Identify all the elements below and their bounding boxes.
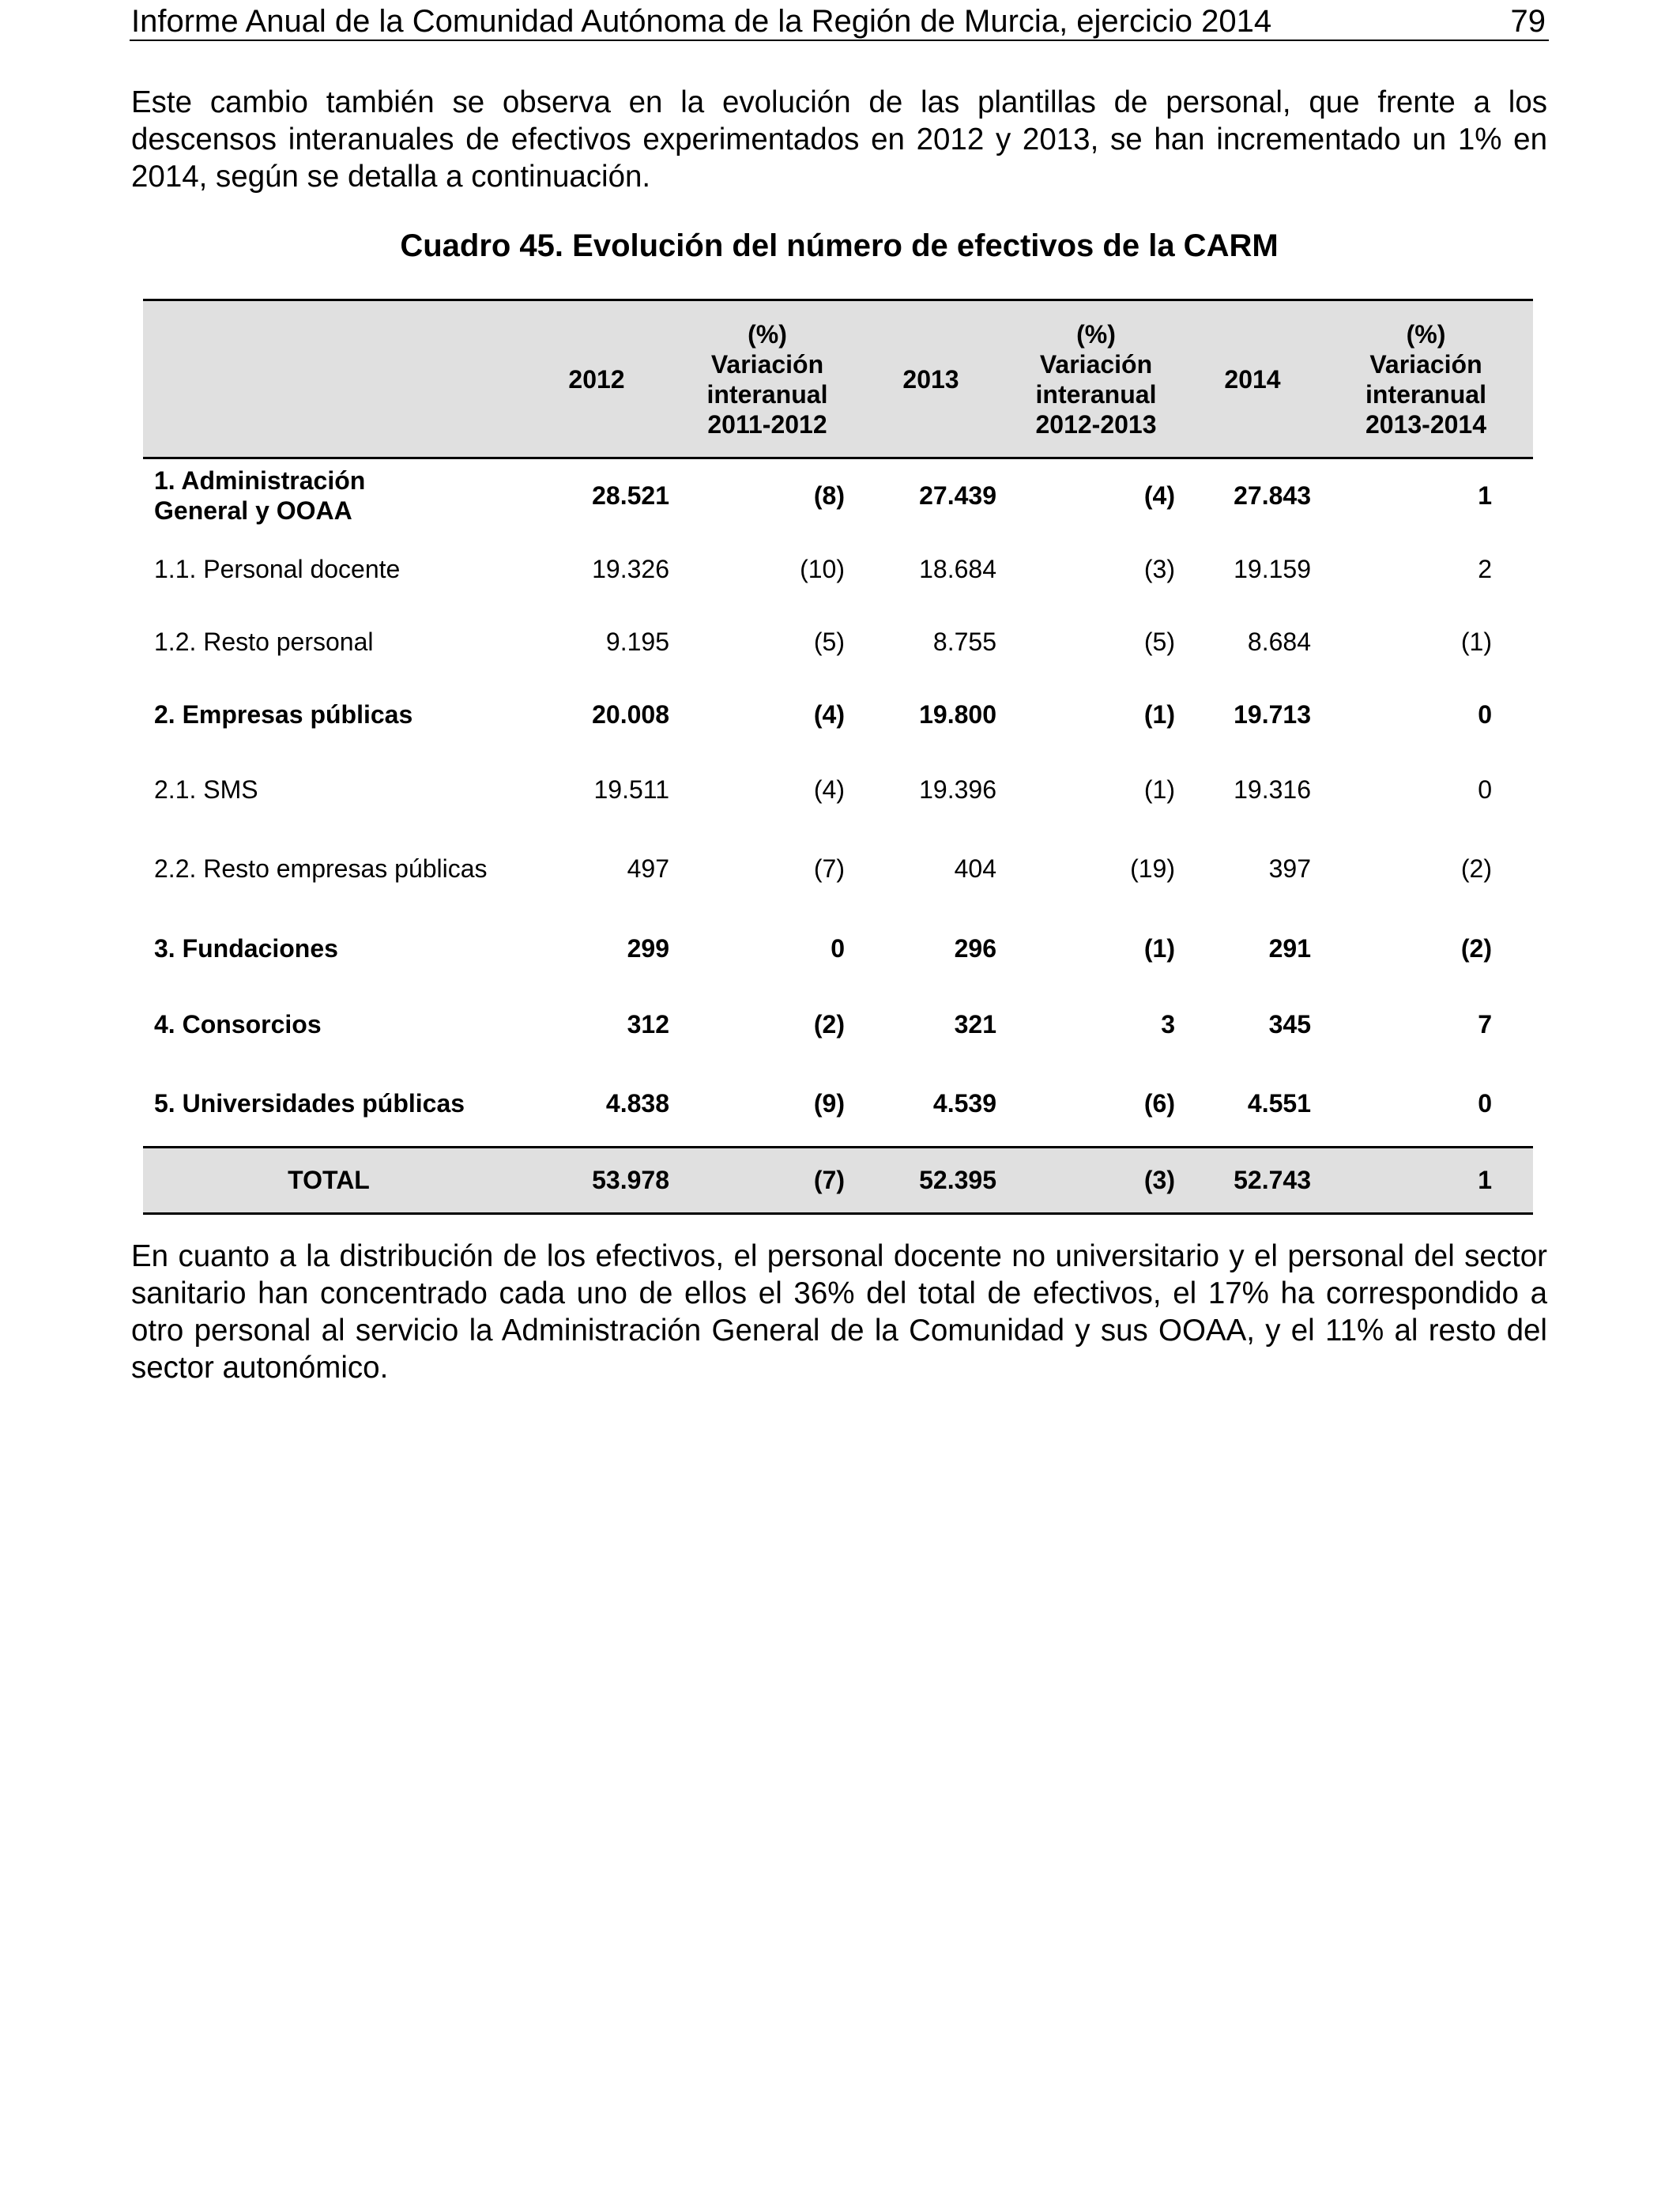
cell-var-2011-2012: (4)	[813, 775, 845, 804]
column-header-5: 2014	[1186, 300, 1319, 458]
cell-2014: 8.684	[1247, 627, 1311, 656]
total-2014: 52.743	[1186, 1148, 1319, 1214]
cell-2014: 27.843	[1234, 481, 1311, 511]
cell-2013: 321	[954, 1009, 996, 1039]
cell-2013: 18.684	[919, 554, 996, 583]
row-label: 2. Empresas públicas	[154, 699, 413, 729]
table-row	[143, 828, 1533, 909]
row-label: 1. Administración General y OOAA	[154, 466, 366, 526]
cell-var-2012-2013: (4)	[1143, 481, 1175, 511]
cell-2012: 19.326	[592, 554, 669, 583]
row-label: 3. Fundaciones	[154, 933, 338, 963]
column-header-4: (%) Variación interanual 2012-2013	[1006, 300, 1186, 458]
total-var-2013-2014: 1	[1319, 1148, 1533, 1214]
cell-var-2011-2012: (4)	[813, 699, 845, 729]
cell-2013: 19.800	[919, 699, 996, 729]
cell-2014: 4.551	[1247, 1088, 1311, 1118]
column-header-2: (%) Variación interanual 2011-2012	[679, 300, 856, 458]
row-label: 2.1. SMS	[154, 775, 258, 804]
row-label: 5. Universidades públicas	[154, 1088, 465, 1118]
cell-2014: 19.713	[1234, 699, 1311, 729]
column-header-6: (%) Variación interanual 2013-2014	[1319, 300, 1533, 458]
cell-2012: 4.838	[605, 1088, 669, 1118]
efectivos-table	[143, 299, 1533, 1215]
cell-var-2011-2012: (10)	[800, 554, 845, 583]
cell-2012: 312	[627, 1009, 669, 1039]
cell-2014: 291	[1268, 933, 1311, 963]
row-label: 4. Consorcios	[154, 1009, 322, 1039]
intro-paragraph: Este cambio también se observa en la evolución de las plantillas de personal, que frente a los descensos interanuales de efectivos experimentados en 2012 y 2013, se han incrementado un 1% en 2014, según se detalla a continuación.	[131, 85, 1547, 194]
cell-var-2011-2012: (7)	[813, 854, 845, 883]
total-2013: 52.395	[856, 1148, 1006, 1214]
cell-var-2012-2013: (19)	[1130, 854, 1175, 883]
cell-var-2011-2012: (5)	[813, 627, 845, 656]
table-row	[143, 988, 1533, 1061]
cell-var-2012-2013: (1)	[1143, 775, 1175, 804]
total-var-2011-2012: (7)	[679, 1148, 856, 1214]
cell-2014: 19.159	[1234, 554, 1311, 583]
table-caption: Cuadro 45. Evolución del número de efectivos de la CARM	[400, 228, 1279, 263]
cell-2012: 9.195	[605, 627, 669, 656]
row-label: 1.2. Resto personal	[154, 627, 374, 656]
cell-2013: 8.755	[932, 627, 996, 656]
cell-2014: 397	[1268, 854, 1311, 883]
cell-2014: 345	[1268, 1009, 1311, 1039]
total-2012: 53.978	[514, 1148, 679, 1214]
cell-var-2013-2014: (2)	[1460, 854, 1492, 883]
closing-paragraph: En cuanto a la distribución de los efectivos, el personal docente no universitario y el personal del sector sanitario han concentrado cada uno de ellos el 36% del total de efectivos, el 17% ha correspondido a otro personal al servicio la Administración General de la Comunidad y sus OOAA, y el 11% al resto del sector autonómico.	[131, 1239, 1547, 1385]
cell-var-2013-2014: 2	[1478, 554, 1492, 583]
cell-2014: 19.316	[1234, 775, 1311, 804]
cell-var-2013-2014: 0	[1478, 1088, 1492, 1118]
cell-var-2012-2013: 3	[1161, 1009, 1175, 1039]
cell-var-2013-2014: 7	[1478, 1009, 1492, 1039]
cell-2012: 28.521	[592, 481, 669, 511]
table-row	[143, 605, 1533, 678]
cell-var-2011-2012: (2)	[813, 1009, 845, 1039]
table-row	[143, 533, 1533, 605]
cell-2013: 404	[954, 854, 996, 883]
page-header	[130, 0, 1549, 41]
table-row	[143, 1061, 1533, 1148]
cell-2013: 19.396	[919, 775, 996, 804]
cell-2012: 19.511	[593, 775, 669, 804]
cell-var-2013-2014: (1)	[1460, 627, 1492, 656]
cell-var-2012-2013: (6)	[1143, 1088, 1175, 1118]
cell-2013: 296	[954, 933, 996, 963]
table-row	[143, 909, 1533, 988]
cell-2013: 4.539	[932, 1088, 996, 1118]
cell-var-2013-2014: 0	[1478, 699, 1492, 729]
total-label: TOTAL	[143, 1148, 514, 1214]
cell-var-2013-2014: (2)	[1460, 933, 1492, 963]
column-header-1: 2012	[514, 300, 679, 458]
cell-var-2012-2013: (1)	[1143, 699, 1175, 729]
cell-2012: 20.008	[592, 699, 669, 729]
table-row	[143, 751, 1533, 828]
cell-var-2012-2013: (3)	[1143, 554, 1175, 583]
cell-var-2011-2012: (8)	[813, 481, 845, 511]
column-header-3: 2013	[856, 300, 1006, 458]
column-header-0	[143, 300, 514, 458]
table-row	[143, 678, 1533, 751]
cell-var-2011-2012: (9)	[813, 1088, 845, 1118]
total-row	[143, 1148, 1533, 1214]
cell-2012: 299	[627, 933, 669, 963]
cell-var-2013-2014: 1	[1478, 481, 1492, 511]
cell-2012: 497	[627, 854, 669, 883]
table-header-row	[143, 300, 1533, 458]
cell-2013: 27.439	[919, 481, 996, 511]
cell-var-2012-2013: (5)	[1143, 627, 1175, 656]
cell-var-2013-2014: 0	[1478, 775, 1492, 804]
total-var-2012-2013: (3)	[1006, 1148, 1186, 1214]
cell-var-2012-2013: (1)	[1143, 933, 1175, 963]
table-row	[143, 458, 1533, 533]
row-label: 1.1. Personal docente	[154, 554, 401, 583]
row-label: 2.2. Resto empresas públicas	[154, 854, 488, 883]
report-title: Informe Anual de la Comunidad Autónoma de la Región de Murcia, ejercicio 2014	[131, 4, 1272, 39]
cell-var-2011-2012: 0	[831, 933, 845, 963]
page-number: 79	[1510, 4, 1546, 39]
